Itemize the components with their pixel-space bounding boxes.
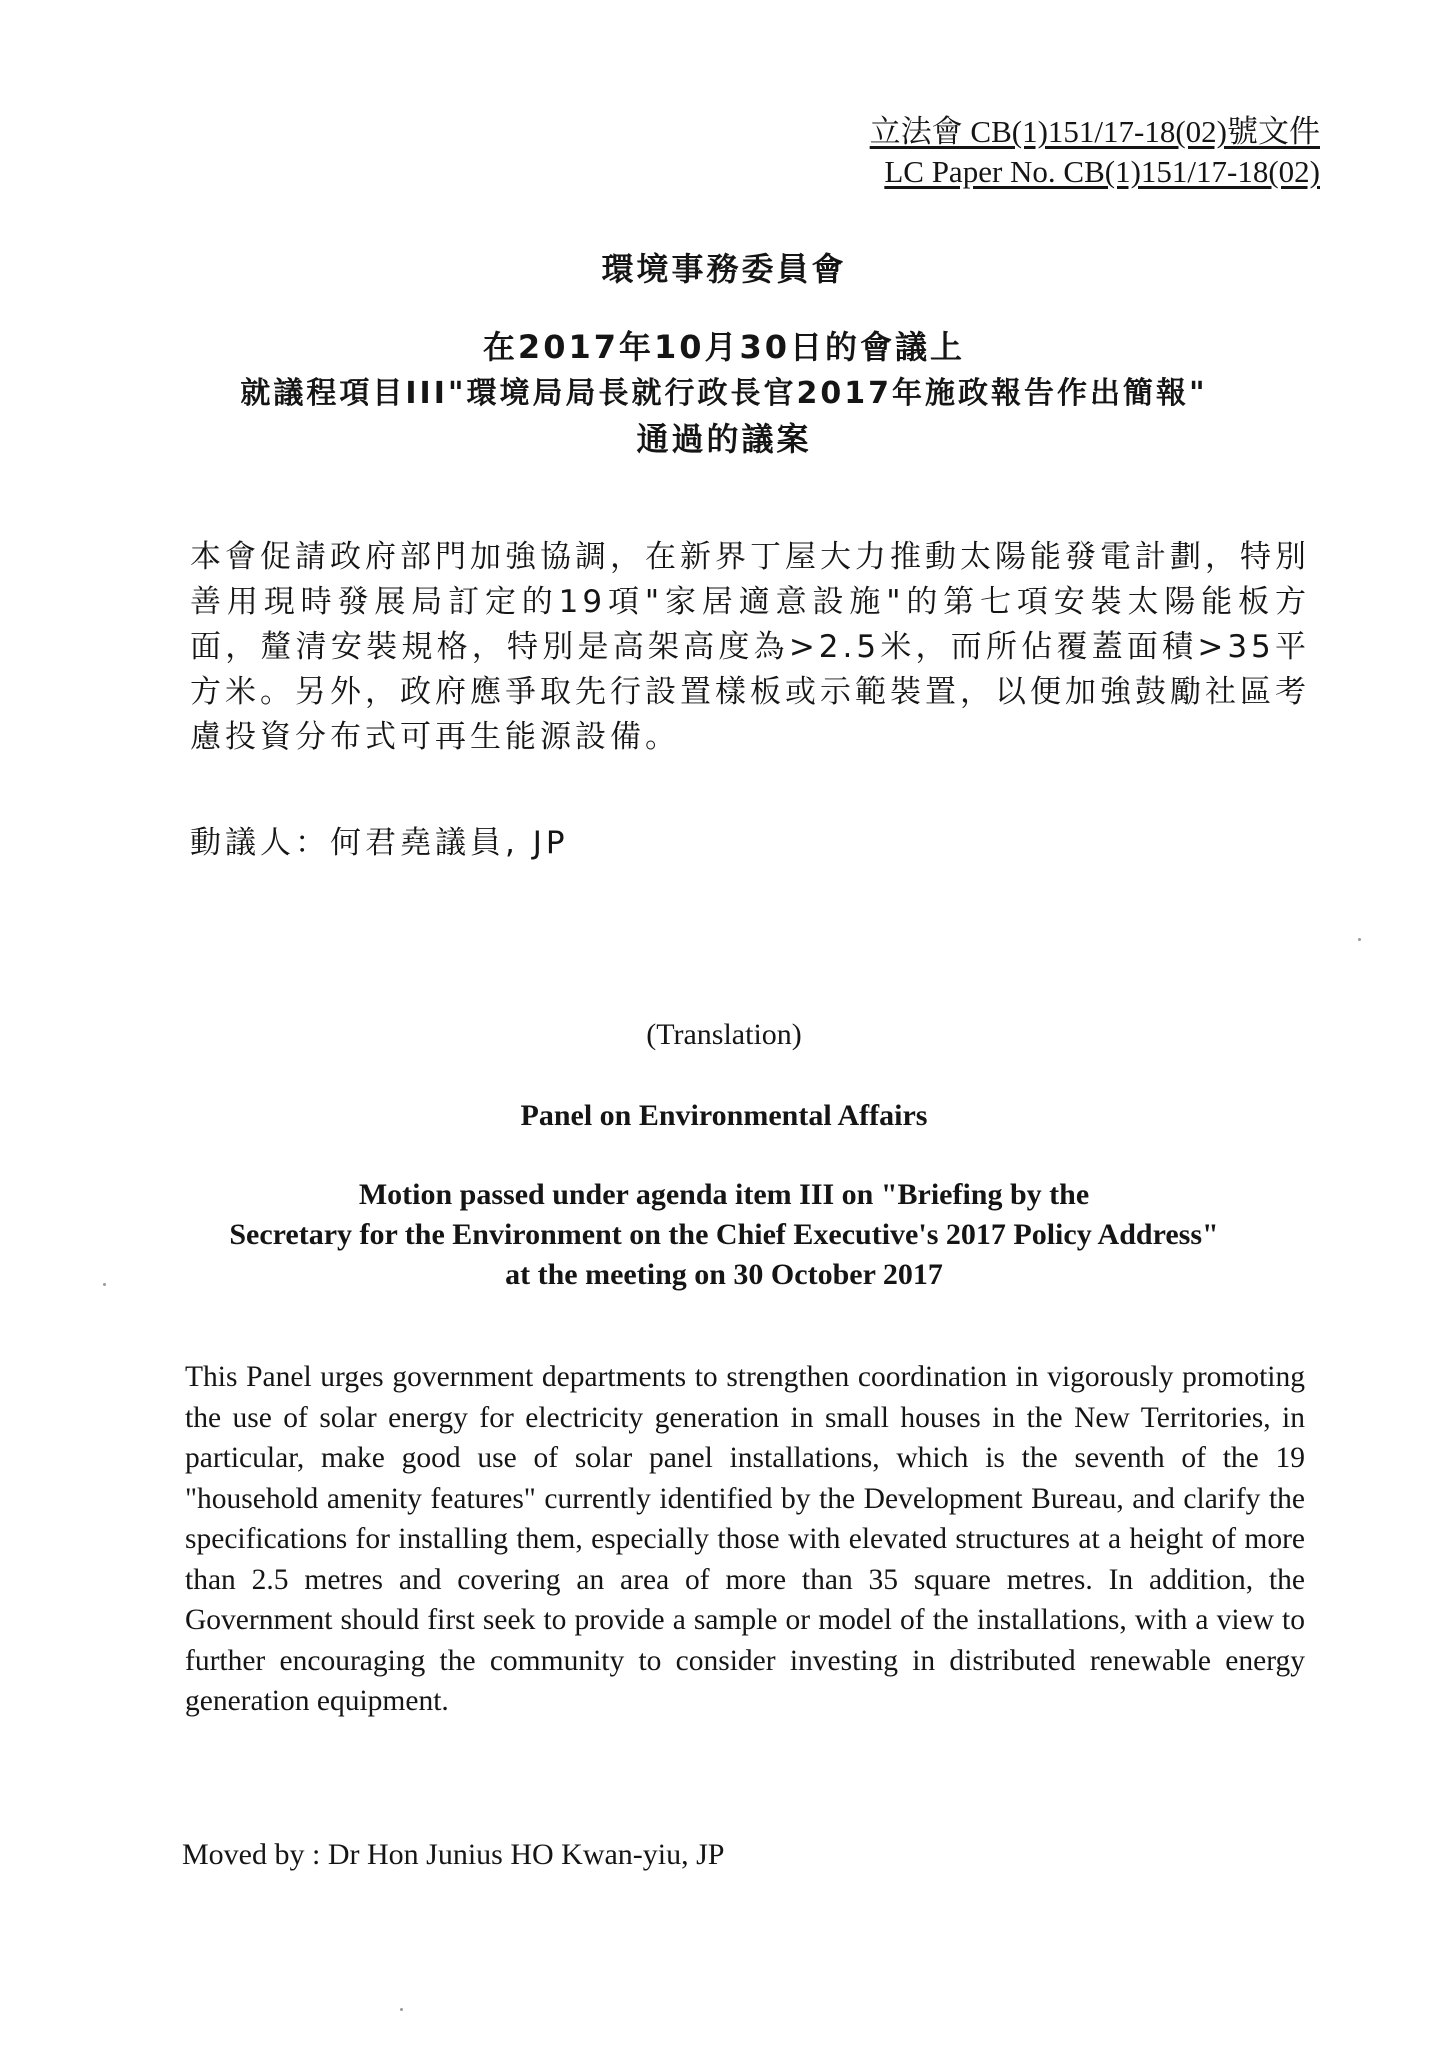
english-motion-body: This Panel urges government departments to strengthen coordination in vigorously promoting the use of solar energy for electricity generation in small houses in the New Territories, in particular, make good use of solar panel installations, which is the seventh of the 19 "household amenity features" currently identified by the Development Bureau, and clarify the specifications for installing them, especially those with elevated structures at a height of more than 2.5 metres and covering an area of more than 35 square metres. In addition, the Government should first seek to provide a sample or model of the installations, with a view to further encouraging the community to consider investing in distributed renewable energy generation equipment. xyxy=(185,1361,1305,1717)
scan-speck xyxy=(400,2008,403,2011)
english-panel-title: Panel on Environmental Affairs xyxy=(520,1099,928,1132)
scan-speck xyxy=(103,1283,106,1286)
paper-reference-chinese: 立法會 CB(1)151/17-18(02)號文件 xyxy=(869,114,1320,149)
chinese-motion-line: 通過的議案 xyxy=(636,420,812,458)
chinese-mover: 動議人：何君堯議員, JP xyxy=(190,825,569,861)
chinese-committee-title: 環境事務委員會 xyxy=(601,250,847,288)
chinese-motion-body: 本會促請政府部門加強協調，在新界丁屋大力推動太陽能發電計劃，特別善用現時發展局訂定的19項"家居適意設施"的第七項安裝太陽能板方面，釐清安裝規格，特別是高架高度為>2.5米，而所佔覆蓋面積>35平方米。另外，政府應爭取先行設置樣板或示範裝置，以便加強鼓勵社區考慮投資分布式可再生能源設備。 xyxy=(190,539,1310,755)
english-motion-title-line-2: Secretary for the Environment on the Chief Executive's 2017 Policy Address" xyxy=(229,1218,1219,1251)
translation-note: (Translation) xyxy=(646,1018,802,1051)
english-motion-title-line-1: Motion passed under agenda item III on "Briefing by the xyxy=(358,1178,1090,1211)
english-mover: Moved by : Dr Hon Junius HO Kwan-yiu, JP xyxy=(182,1838,725,1871)
chinese-agenda-line: 就議程項目III"環境局局長就行政長官2017年施政報告作出簡報" xyxy=(240,376,1208,411)
english-motion-title-line-3: at the meeting on 30 October 2017 xyxy=(505,1258,943,1291)
paper-reference xyxy=(870,112,1320,192)
paper-reference-english: LC Paper No. CB(1)151/17-18(02) xyxy=(884,154,1320,189)
chinese-meeting-line: 在2017年10月30日的會議上 xyxy=(482,328,966,366)
scan-speck xyxy=(1358,938,1361,941)
